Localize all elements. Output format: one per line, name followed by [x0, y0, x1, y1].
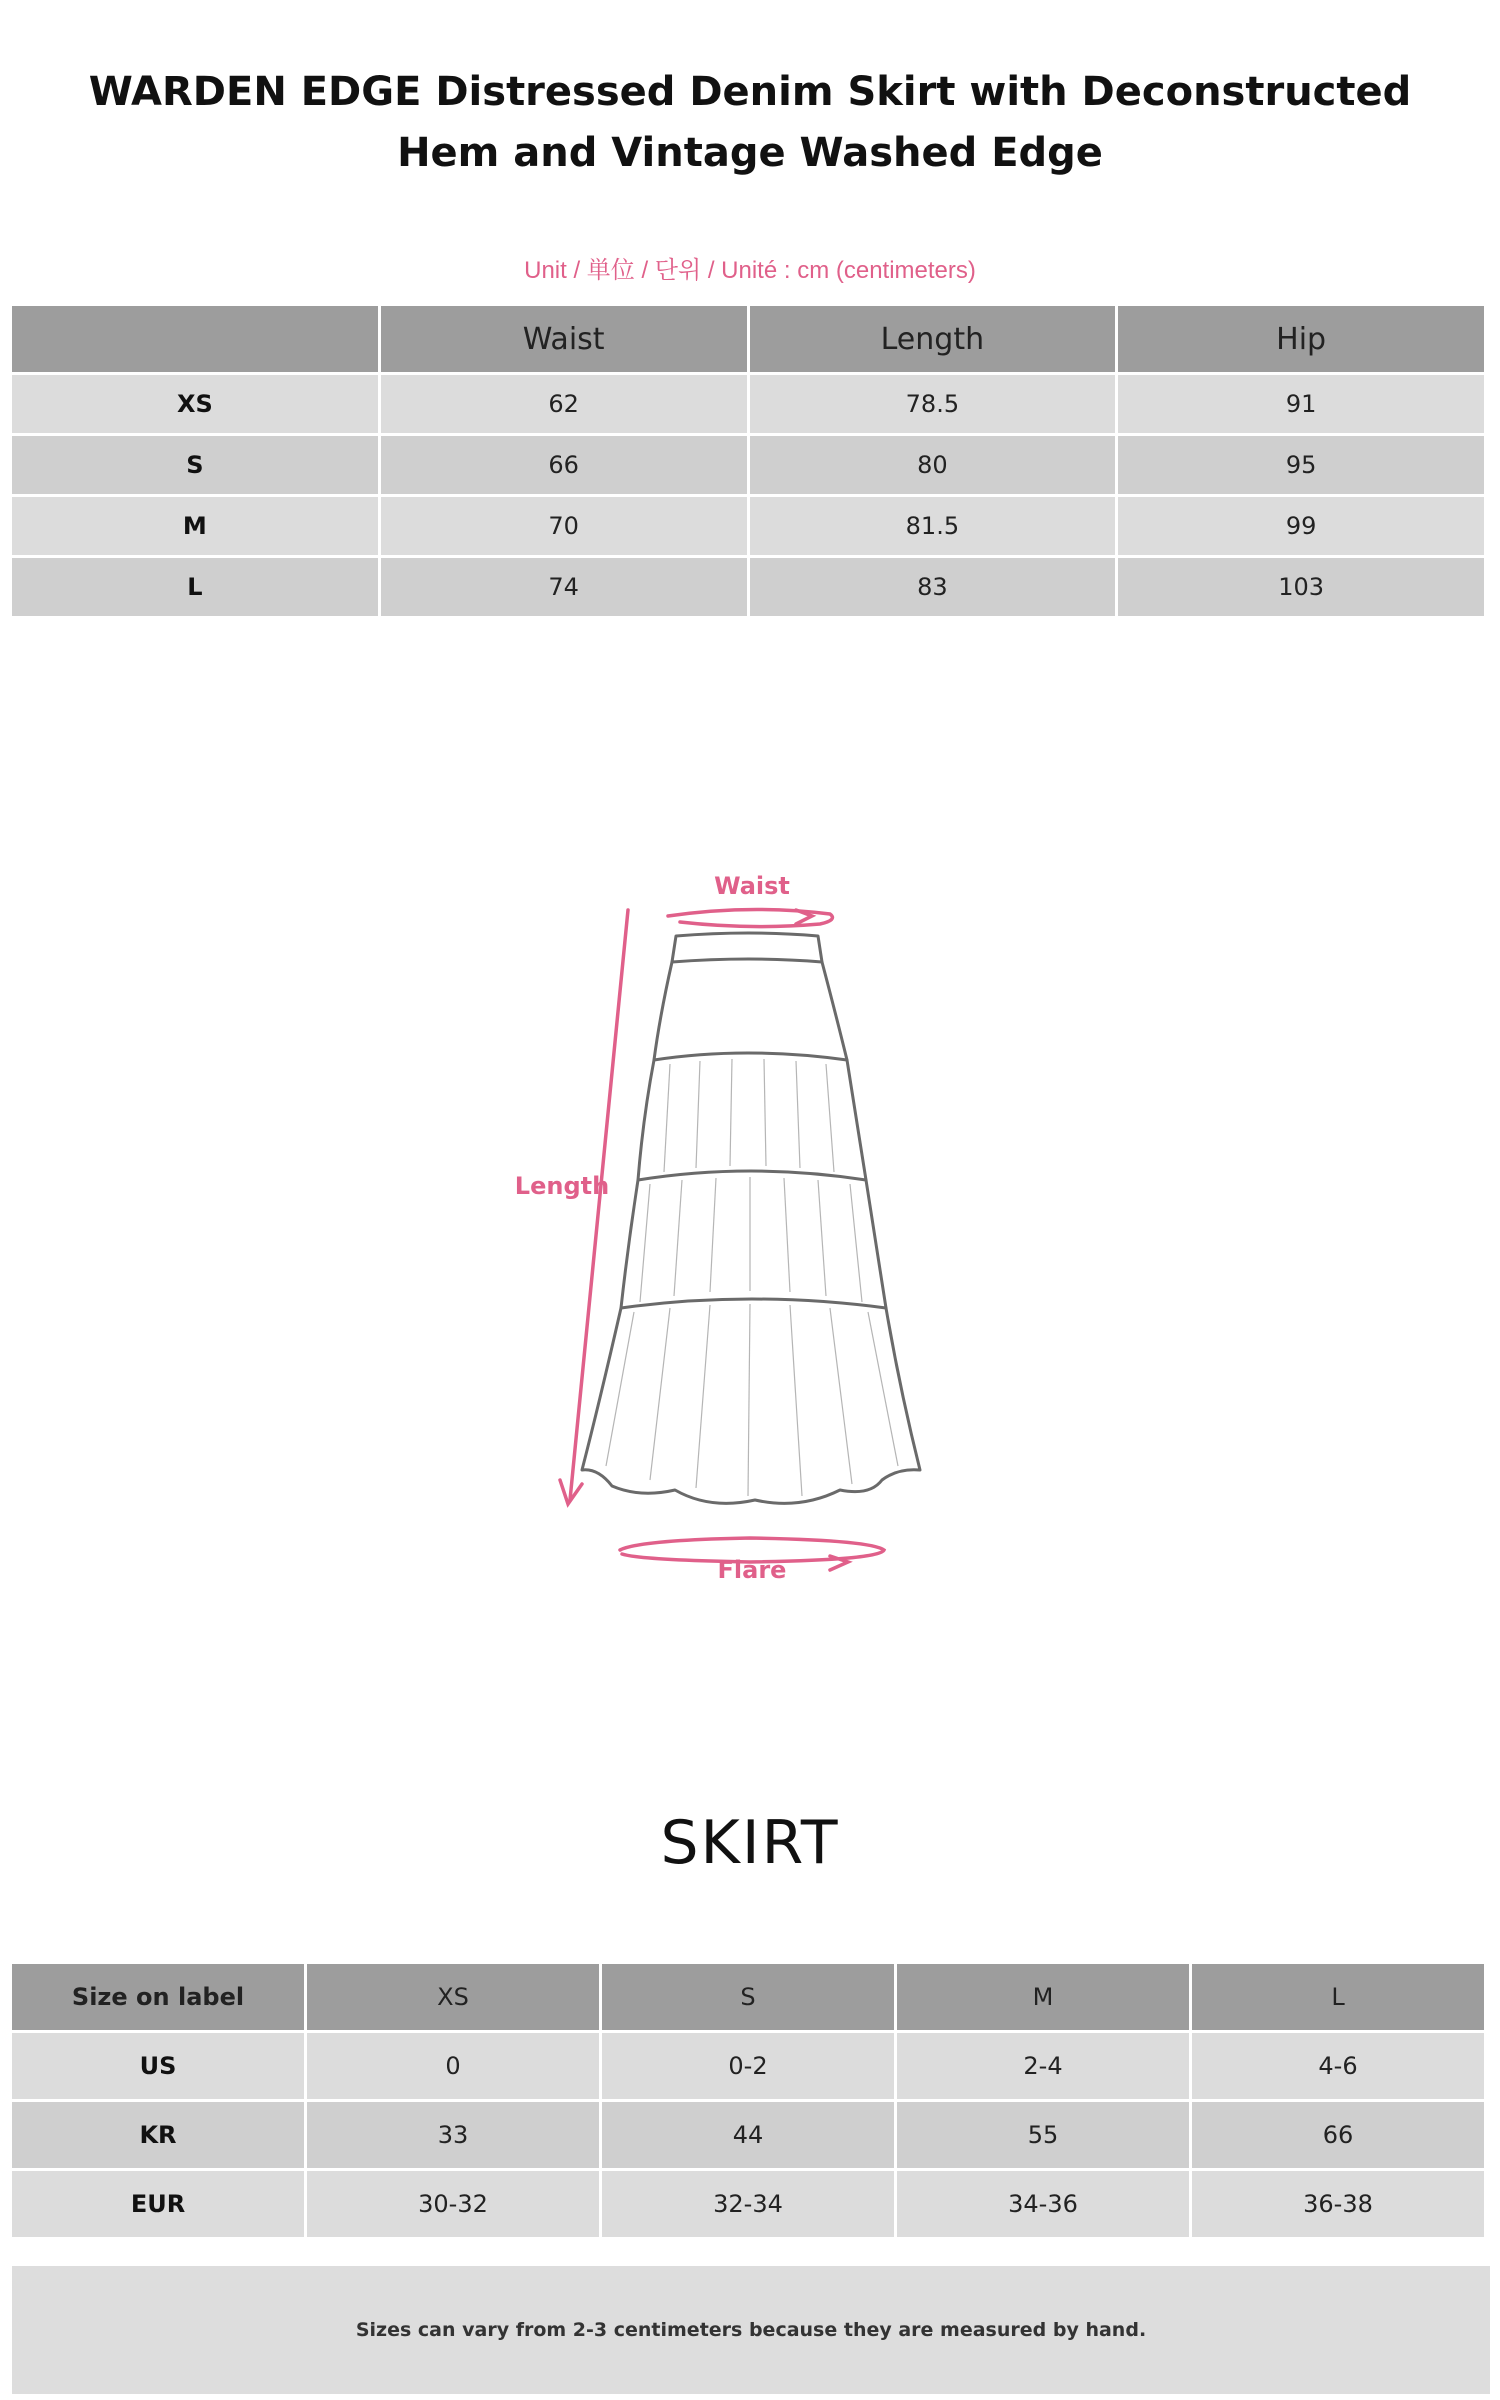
measurement-header-length: Length [750, 306, 1116, 372]
size-cell: L [12, 558, 378, 616]
flare-label: Flare [717, 1556, 787, 1584]
table-row [12, 2102, 1484, 2168]
table-row [12, 558, 1484, 616]
length-arrow [570, 910, 628, 1500]
hip-cell: 103 [1118, 558, 1484, 616]
waist-cell: 66 [381, 436, 747, 494]
size-value-cell: 44 [602, 2102, 894, 2168]
size-header-l: L [1192, 1964, 1484, 2030]
waist-label: Waist [714, 872, 790, 900]
size-value-cell: 0-2 [602, 2033, 894, 2099]
size-conversion-table [9, 1961, 1487, 2240]
waistband-outline [672, 933, 822, 962]
section-heading: SKIRT [660, 1808, 840, 1878]
waist-cell: 62 [381, 375, 747, 433]
size-value-cell: 32-34 [602, 2171, 894, 2237]
length-label: Length [514, 1172, 610, 1200]
table-row [12, 2033, 1484, 2099]
tier3-outline [582, 1308, 920, 1503]
length-cell: 80 [750, 436, 1116, 494]
table-row [12, 2171, 1484, 2237]
measurement-header-empty [12, 306, 378, 372]
size-cell: M [12, 497, 378, 555]
size-value-cell: 30-32 [307, 2171, 599, 2237]
length-cell: 78.5 [750, 375, 1116, 433]
skirt-illustration [500, 850, 960, 1610]
size-header-row [12, 1964, 1484, 2030]
size-value-cell: 33 [307, 2102, 599, 2168]
product-title: WARDEN EDGE Distressed Denim Skirt with Deconstructed Hem and Vintage Washed Edge [88, 69, 1412, 176]
yoke-outline [654, 962, 847, 1060]
region-cell: EUR [12, 2171, 304, 2237]
size-cell: XS [12, 375, 378, 433]
measurement-header-hip: Hip [1118, 306, 1484, 372]
size-value-cell: 34-36 [897, 2171, 1189, 2237]
measurement-header-row [12, 306, 1484, 372]
size-header-s: S [602, 1964, 894, 2030]
waist-cell: 74 [381, 558, 747, 616]
unit-note: Unit / 単位 / 단위 / Unité : cm (centimeters) [524, 257, 976, 284]
table-row [12, 375, 1484, 433]
hip-cell: 99 [1118, 497, 1484, 555]
size-value-cell: 55 [897, 2102, 1189, 2168]
size-header-label: Size on label [12, 1964, 304, 2030]
size-value-cell: 2-4 [897, 2033, 1189, 2099]
size-cell: S [12, 436, 378, 494]
table-row [12, 497, 1484, 555]
skirt-measurement-diagram [500, 850, 960, 1610]
hip-cell: 91 [1118, 375, 1484, 433]
region-cell: US [12, 2033, 304, 2099]
tier2-outline [621, 1180, 886, 1308]
hip-cell: 95 [1118, 436, 1484, 494]
waist-cell: 70 [381, 497, 747, 555]
length-cell: 83 [750, 558, 1116, 616]
size-value-cell: 4-6 [1192, 2033, 1484, 2099]
size-value-cell: 66 [1192, 2102, 1484, 2168]
size-value-cell: 0 [307, 2033, 599, 2099]
size-value-cell: 36-38 [1192, 2171, 1484, 2237]
region-cell: KR [12, 2102, 304, 2168]
measurement-table [9, 303, 1487, 619]
size-header-m: M [897, 1964, 1189, 2030]
measurement-footnote: Sizes can vary from 2-3 centimeters because they are measured by hand. [12, 2266, 1490, 2394]
length-cell: 81.5 [750, 497, 1116, 555]
size-header-xs: XS [307, 1964, 599, 2030]
table-row [12, 436, 1484, 494]
measurement-header-waist: Waist [381, 306, 747, 372]
tier1-outline [638, 1060, 866, 1180]
